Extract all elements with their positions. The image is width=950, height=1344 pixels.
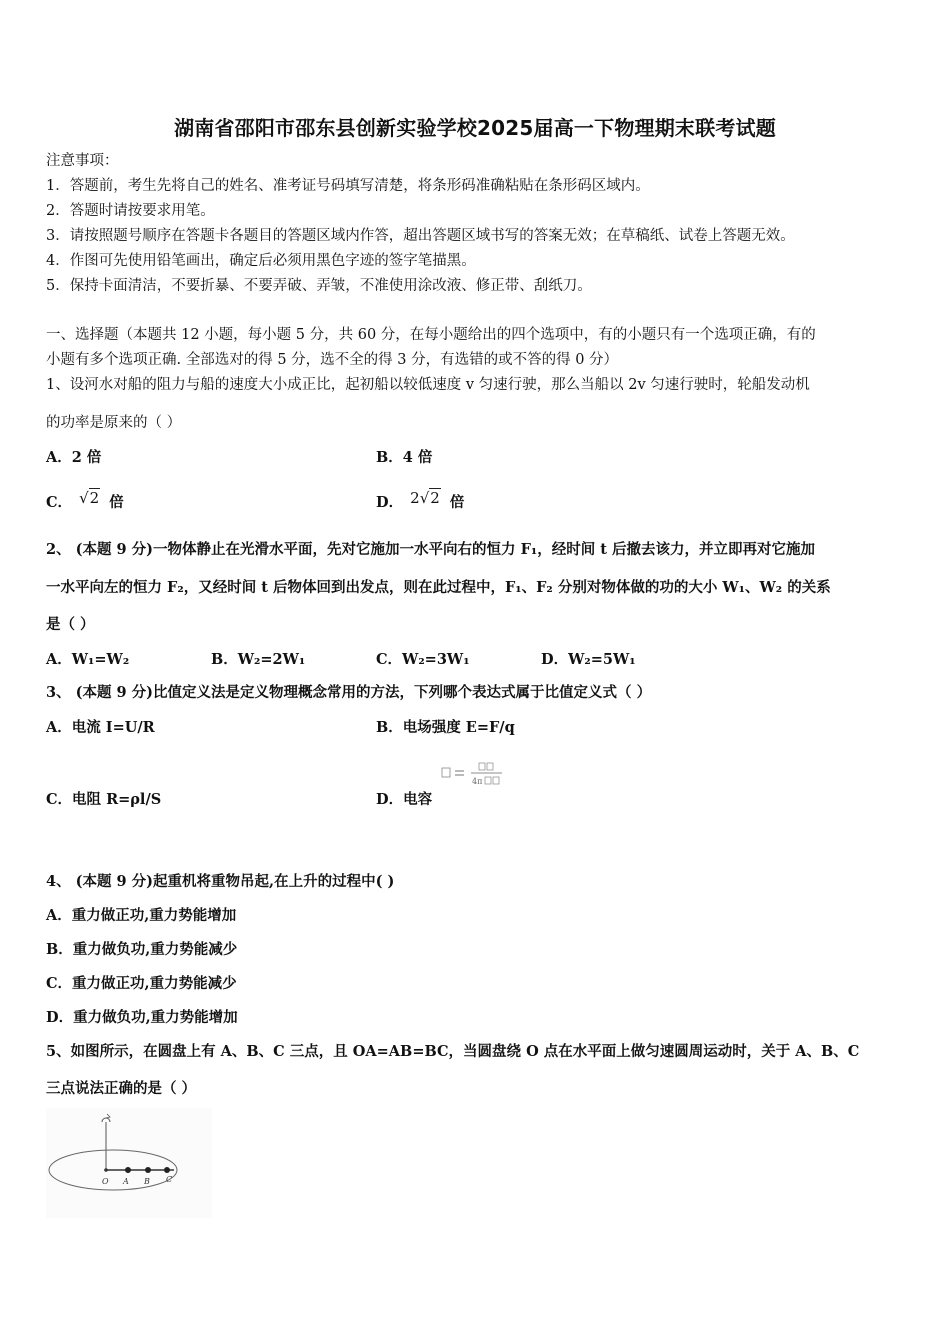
point-a xyxy=(125,1167,131,1173)
q3-option-b: B．电场强度 E=F/q xyxy=(376,719,515,736)
notice-item-2: 2．答题时请按要求用笔。 xyxy=(46,203,215,219)
q1-stem-line1: 1、设河水对船的阻力与船的速度大小成正比，起初船以较低速度 v 匀速行驶，那么当船以 2v 匀速行驶时，轮船发动机 xyxy=(46,377,810,393)
q4-option-b: B．重力做负功,重力势能减少 xyxy=(46,941,238,958)
q3-stem-line1: 3、 (本题 9 分)比值定义法是定义物理概念常用的方法，下列哪个表达式属于比值定义式（ ） xyxy=(46,684,652,701)
q4-option-c: C．重力做正功,重力势能减少 xyxy=(46,975,237,992)
q1-option-c-radicand: 2 xyxy=(89,489,100,507)
q3-option-c: C．电阻 R=ρl/S xyxy=(46,791,162,808)
disc-diagram xyxy=(46,1108,212,1218)
q4-stem-line1: 4、 (本题 9 分)起重机将重物吊起,在上升的过程中( ) xyxy=(46,873,395,890)
q1-option-a: A．2 倍 xyxy=(46,449,102,466)
point-o xyxy=(104,1168,108,1172)
q3-option-d: D．电容 xyxy=(376,791,433,808)
sqrt-symbol: 2√2 xyxy=(410,489,440,507)
q2-option-d: D．W₂=5W₁ xyxy=(541,651,636,668)
q2-option-a: A．W₁=W₂ xyxy=(46,651,130,668)
q1-option-b: B．4 倍 xyxy=(376,449,433,466)
q2-option-b: B．W₂=2W₁ xyxy=(211,651,306,668)
q1-option-c xyxy=(46,488,124,513)
q2-stem-line3: 是（ ） xyxy=(46,616,95,633)
q1-option-d-coef: 2 xyxy=(410,489,420,507)
q4-option-d: D．重力做负功,重力势能增加 xyxy=(46,1009,238,1026)
point-b xyxy=(145,1167,151,1173)
notice-item-4: 4．作图可先使用铅笔画出，确定后必须用黑色字迹的签字笔描黑。 xyxy=(46,253,476,269)
q4-option-a: A．重力做正功,重力势能增加 xyxy=(46,907,237,924)
q1-option-c-label: C． xyxy=(46,494,73,511)
sqrt-symbol: √2 xyxy=(79,489,100,507)
q1-option-d-label: D． xyxy=(376,494,404,511)
label-b: B xyxy=(144,1177,150,1186)
formula-graphic xyxy=(440,760,510,790)
q1-option-c-suffix: 倍 xyxy=(109,494,124,511)
notice-heading: 注意事项： xyxy=(46,153,119,169)
notice-item-5: 5．保持卡面清洁，不要折暴、不要弄破、弄皱，不准使用涂改液、修正带、刮纸刀。 xyxy=(46,278,592,294)
exam-title: 湖南省邵阳市邵东县创新实验学校2025届高一下物理期末联考试题 xyxy=(174,116,776,140)
label-a: A xyxy=(123,1177,129,1186)
notice-item-1: 1．答题前，考生先将自己的姓名、准考证号码填写清楚，将条形码准确粘贴在条形码区域内。 xyxy=(46,178,650,194)
notice-item-3: 3．请按照题号顺序在答题卡各题目的答题区域内作答，超出答题区域书写的答案无效；在草稿纸、试卷上答题无效。 xyxy=(46,228,795,244)
rotation-arrow-icon xyxy=(102,1118,110,1122)
q2-option-c: C．W₂=3W₁ xyxy=(376,651,470,668)
section1-intro-line2: 小题有多个选项正确. 全部选对的得 5 分，选不全的得 3 分，有选错的或不答的得 0 分） xyxy=(46,352,619,368)
label-c: C xyxy=(166,1175,173,1184)
label-o: O xyxy=(102,1177,109,1186)
capacitance-formula-image xyxy=(440,760,510,794)
q3-option-a: A．电流 I=U/R xyxy=(46,719,155,736)
q5-stem-line1: 5、如图所示，在圆盘上有 A、B、C 三点，且 OA=AB=BC，当圆盘绕 O 点在水平面上做匀速圆周运动时，关于 A、B、C xyxy=(46,1043,860,1060)
q1-option-d-radicand: 2 xyxy=(430,489,440,507)
q2-stem-line2: 一水平向左的恒力 F₂，又经时间 t 后物体回到出发点，则在此过程中，F₁、F₂ 分别对物体做的功的大小 W₁、W₂ 的关系 xyxy=(46,579,831,596)
q1-option-d-suffix: 倍 xyxy=(449,494,465,511)
point-c xyxy=(164,1167,170,1173)
section1-intro-line1: 一、选择题（本题共 12 小题，每小题 5 分，共 60 分，在每小题给出的四个选项中，有的小题只有一个选项正确，有的 xyxy=(46,327,816,343)
q1-option-d xyxy=(376,488,464,513)
q1-stem-line2: 的功率是原来的（ ） xyxy=(46,415,182,431)
q5-stem-line2: 三点说法正确的是（ ） xyxy=(46,1080,197,1097)
q2-stem-line1: 2、 (本题 9 分)一物体静止在光滑水平面，先对它施加一水平向右的恒力 F₁，经时间 t 后撤去该力，并立即再对它施加 xyxy=(46,541,816,558)
svg-text:4π: 4π xyxy=(472,777,483,786)
rotating-disc-figure xyxy=(46,1108,212,1218)
